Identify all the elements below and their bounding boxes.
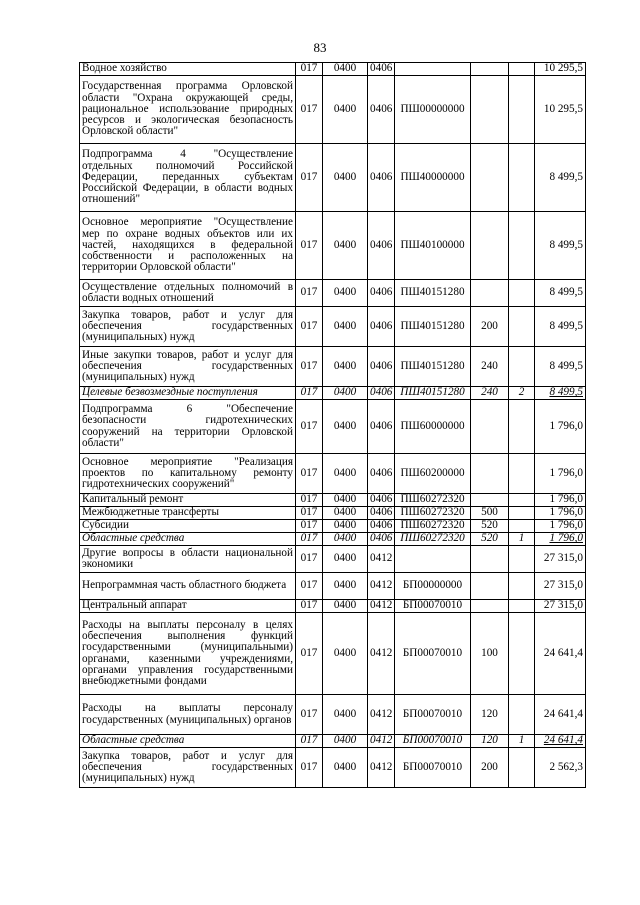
section-code-cell: 0400 — [323, 573, 368, 600]
subsection-code-cell: 0406 — [368, 494, 395, 507]
target-article-cell: БП00070010 — [395, 735, 471, 748]
ministry-code-cell: 017 — [296, 573, 323, 600]
subsection-code-cell: 0412 — [368, 573, 395, 600]
section-code-cell: 0400 — [323, 454, 368, 494]
target-article-cell: ПШ60000000 — [395, 400, 471, 454]
table-row — [80, 387, 586, 400]
table-row — [80, 280, 586, 307]
section-code-cell: 0400 — [323, 600, 368, 613]
table-row — [80, 494, 586, 507]
expense-type-cell — [471, 573, 509, 600]
target-article-cell: ПШ40151280 — [395, 307, 471, 347]
subsection-code-cell: 0406 — [368, 387, 395, 400]
expense-type-cell — [471, 600, 509, 613]
row-name-cell: Центральный аппарат — [80, 600, 296, 613]
amount-cell: 8 499,5 — [535, 144, 586, 212]
table-row — [80, 600, 586, 613]
target-article-cell: ПШ60200000 — [395, 454, 471, 494]
funding-source-cell — [509, 212, 535, 280]
table-row — [80, 347, 586, 387]
expense-type-cell: 100 — [471, 613, 509, 695]
table-row — [80, 573, 586, 600]
subsection-code-cell: 0412 — [368, 600, 395, 613]
target-article-cell: ПШ60272320 — [395, 507, 471, 520]
table-row — [80, 748, 586, 788]
budget-table — [79, 62, 586, 788]
amount-cell: 8 499,5 — [535, 212, 586, 280]
ministry-code-cell: 017 — [296, 400, 323, 454]
ministry-code-cell: 017 — [296, 735, 323, 748]
ministry-code-cell: 017 — [296, 520, 323, 533]
funding-source-cell — [509, 546, 535, 573]
table-row — [80, 307, 586, 347]
ministry-code-cell: 017 — [296, 613, 323, 695]
target-article-cell: БП00070010 — [395, 695, 471, 735]
funding-source-cell — [509, 600, 535, 613]
ministry-code-cell: 017 — [296, 546, 323, 573]
target-article-cell: БП00000000 — [395, 573, 471, 600]
row-name-cell: Целевые безвозмездные поступления — [80, 387, 296, 400]
table-row — [80, 735, 586, 748]
amount-cell: 10 295,5 — [535, 76, 586, 144]
section-code-cell: 0400 — [323, 280, 368, 307]
target-article-cell — [395, 63, 471, 76]
target-article-cell: ПШ40000000 — [395, 144, 471, 212]
target-article-cell: ПШ60272320 — [395, 533, 471, 546]
expense-type-cell: 500 — [471, 507, 509, 520]
section-code-cell: 0400 — [323, 546, 368, 573]
amount-cell: 27 315,0 — [535, 573, 586, 600]
funding-source-cell: 1 — [509, 533, 535, 546]
row-name-cell: Закупка товаров, работ и услуг для обеспечения государственных (муниципальных) нужд — [80, 307, 296, 347]
row-name-cell: Межбюджетные трансферты — [80, 507, 296, 520]
expense-type-cell — [471, 546, 509, 573]
funding-source-cell — [509, 144, 535, 212]
expense-type-cell — [471, 494, 509, 507]
ministry-code-cell: 017 — [296, 76, 323, 144]
ministry-code-cell: 017 — [296, 307, 323, 347]
amount-cell: 10 295,5 — [535, 63, 586, 76]
amount-cell: 1 796,0 — [535, 507, 586, 520]
table-row — [80, 212, 586, 280]
ministry-code-cell: 017 — [296, 494, 323, 507]
subsection-code-cell: 0406 — [368, 280, 395, 307]
ministry-code-cell: 017 — [296, 695, 323, 735]
expense-type-cell: 120 — [471, 695, 509, 735]
table-body — [80, 63, 586, 788]
section-code-cell: 0400 — [323, 144, 368, 212]
amount-cell: 27 315,0 — [535, 546, 586, 573]
table-row — [80, 400, 586, 454]
funding-source-cell — [509, 494, 535, 507]
expense-type-cell — [471, 454, 509, 494]
subsection-code-cell: 0406 — [368, 400, 395, 454]
funding-source-cell: 1 — [509, 735, 535, 748]
expense-type-cell: 520 — [471, 533, 509, 546]
row-name-cell: Подпрограмма 4 "Осуществление отдельных полномочий Российской Федерации, переданных субъектам Российской Федерации, в области водных отношений" — [80, 144, 296, 212]
ministry-code-cell: 017 — [296, 454, 323, 494]
amount-cell: 8 499,5 — [535, 307, 586, 347]
funding-source-cell — [509, 695, 535, 735]
subsection-code-cell: 0406 — [368, 63, 395, 76]
amount-cell: 27 315,0 — [535, 600, 586, 613]
target-article-cell: ПШ40151280 — [395, 387, 471, 400]
subsection-code-cell: 0406 — [368, 520, 395, 533]
expense-type-cell: 200 — [471, 748, 509, 788]
amount-cell: 24 641,4 — [535, 735, 586, 748]
row-name-cell: Расходы на выплаты персоналу в целях обеспечения выполнения функций государственными (муниципальными) органами, казенными учреждениями, органами управления государственными внебюджетными фондами — [80, 613, 296, 695]
expense-type-cell — [471, 212, 509, 280]
target-article-cell: ПШ60272320 — [395, 520, 471, 533]
page-number: 83 — [313, 40, 327, 55]
funding-source-cell — [509, 748, 535, 788]
target-article-cell: БП00070010 — [395, 600, 471, 613]
subsection-code-cell: 0412 — [368, 735, 395, 748]
ministry-code-cell: 017 — [296, 63, 323, 76]
subsection-code-cell: 0406 — [368, 212, 395, 280]
subsection-code-cell: 0406 — [368, 76, 395, 144]
expense-type-cell — [471, 400, 509, 454]
target-article-cell: БП00070010 — [395, 613, 471, 695]
section-code-cell: 0400 — [323, 613, 368, 695]
row-name-cell: Основное мероприятие "Осуществление мер по охране водных объектов или их частей, находящихся в федеральной собственности и расположенных на территории Орловской области" — [80, 212, 296, 280]
target-article-cell: ПШ40151280 — [395, 280, 471, 307]
table-row — [80, 144, 586, 212]
table-row — [80, 613, 586, 695]
subsection-code-cell: 0406 — [368, 454, 395, 494]
row-name-cell: Субсидии — [80, 520, 296, 533]
target-article-cell — [395, 546, 471, 573]
amount-cell: 1 796,0 — [535, 520, 586, 533]
table-row — [80, 76, 586, 144]
section-code-cell: 0400 — [323, 63, 368, 76]
row-name-cell: Другие вопросы в области национальной экономики — [80, 546, 296, 573]
expense-type-cell: 240 — [471, 347, 509, 387]
row-name-cell: Непрограммная часть областного бюджета — [80, 573, 296, 600]
row-name-cell: Областные средства — [80, 533, 296, 546]
funding-source-cell: 2 — [509, 387, 535, 400]
ministry-code-cell: 017 — [296, 280, 323, 307]
ministry-code-cell: 017 — [296, 748, 323, 788]
section-code-cell: 0400 — [323, 520, 368, 533]
table-row — [80, 533, 586, 546]
target-article-cell: ПШ60272320 — [395, 494, 471, 507]
target-article-cell: ПШ40151280 — [395, 347, 471, 387]
expense-type-cell — [471, 63, 509, 76]
expense-type-cell: 120 — [471, 735, 509, 748]
section-code-cell: 0400 — [323, 748, 368, 788]
section-code-cell: 0400 — [323, 735, 368, 748]
row-name-cell: Подпрограмма 6 "Обеспечение безопасности гидротехнических сооружений на территории Орловской области" — [80, 400, 296, 454]
ministry-code-cell: 017 — [296, 387, 323, 400]
ministry-code-cell: 017 — [296, 533, 323, 546]
section-code-cell: 0400 — [323, 347, 368, 387]
section-code-cell: 0400 — [323, 76, 368, 144]
row-name-cell: Основное мероприятие "Реализация проектов по капитальному ремонту гидротехнических сооружений" — [80, 454, 296, 494]
subsection-code-cell: 0412 — [368, 748, 395, 788]
ministry-code-cell: 017 — [296, 144, 323, 212]
amount-cell: 8 499,5 — [535, 387, 586, 400]
subsection-code-cell: 0406 — [368, 533, 395, 546]
funding-source-cell — [509, 613, 535, 695]
amount-cell: 2 562,3 — [535, 748, 586, 788]
subsection-code-cell: 0412 — [368, 613, 395, 695]
subsection-code-cell: 0406 — [368, 144, 395, 212]
section-code-cell: 0400 — [323, 494, 368, 507]
funding-source-cell — [509, 573, 535, 600]
amount-cell: 1 796,0 — [535, 533, 586, 546]
amount-cell: 1 796,0 — [535, 494, 586, 507]
subsection-code-cell: 0412 — [368, 695, 395, 735]
amount-cell: 24 641,4 — [535, 695, 586, 735]
amount-cell: 8 499,5 — [535, 347, 586, 387]
section-code-cell: 0400 — [323, 307, 368, 347]
funding-source-cell — [509, 76, 535, 144]
target-article-cell: ПШ00000000 — [395, 76, 471, 144]
table-row — [80, 63, 586, 76]
subsection-code-cell: 0406 — [368, 507, 395, 520]
section-code-cell: 0400 — [323, 533, 368, 546]
funding-source-cell — [509, 307, 535, 347]
amount-cell: 24 641,4 — [535, 613, 586, 695]
funding-source-cell — [509, 520, 535, 533]
funding-source-cell — [509, 280, 535, 307]
table-row — [80, 454, 586, 494]
expense-type-cell: 240 — [471, 387, 509, 400]
row-name-cell: Водное хозяйство — [80, 63, 296, 76]
table-row — [80, 507, 586, 520]
expense-type-cell: 520 — [471, 520, 509, 533]
amount-cell: 1 796,0 — [535, 400, 586, 454]
funding-source-cell — [509, 63, 535, 76]
subsection-code-cell: 0406 — [368, 347, 395, 387]
row-name-cell: Областные средства — [80, 735, 296, 748]
table-row — [80, 520, 586, 533]
row-name-cell: Иные закупки товаров, работ и услуг для обеспечения государственных (муниципальных) нужд — [80, 347, 296, 387]
amount-cell: 1 796,0 — [535, 454, 586, 494]
expense-type-cell: 200 — [471, 307, 509, 347]
row-name-cell: Капитальный ремонт — [80, 494, 296, 507]
subsection-code-cell: 0406 — [368, 307, 395, 347]
table-row — [80, 546, 586, 573]
ministry-code-cell: 017 — [296, 600, 323, 613]
funding-source-cell — [509, 454, 535, 494]
subsection-code-cell: 0412 — [368, 546, 395, 573]
row-name-cell: Осуществление отдельных полномочий в области водных отношений — [80, 280, 296, 307]
ministry-code-cell: 017 — [296, 212, 323, 280]
target-article-cell: БП00070010 — [395, 748, 471, 788]
section-code-cell: 0400 — [323, 400, 368, 454]
funding-source-cell — [509, 400, 535, 454]
row-name-cell: Закупка товаров, работ и услуг для обеспечения государственных (муниципальных) нужд — [80, 748, 296, 788]
expense-type-cell — [471, 280, 509, 307]
section-code-cell: 0400 — [323, 212, 368, 280]
ministry-code-cell: 017 — [296, 347, 323, 387]
row-name-cell: Расходы на выплаты персоналу государственных (муниципальных) органов — [80, 695, 296, 735]
funding-source-cell — [509, 507, 535, 520]
expense-type-cell — [471, 76, 509, 144]
section-code-cell: 0400 — [323, 507, 368, 520]
target-article-cell: ПШ40100000 — [395, 212, 471, 280]
funding-source-cell — [509, 347, 535, 387]
amount-cell: 8 499,5 — [535, 280, 586, 307]
table-row — [80, 695, 586, 735]
expense-type-cell — [471, 144, 509, 212]
row-name-cell: Государственная программа Орловской области "Охрана окружающей среды, рациональное использование природных ресурсов и экологическая безопасность Орловской области" — [80, 76, 296, 144]
section-code-cell: 0400 — [323, 695, 368, 735]
section-code-cell: 0400 — [323, 387, 368, 400]
ministry-code-cell: 017 — [296, 507, 323, 520]
